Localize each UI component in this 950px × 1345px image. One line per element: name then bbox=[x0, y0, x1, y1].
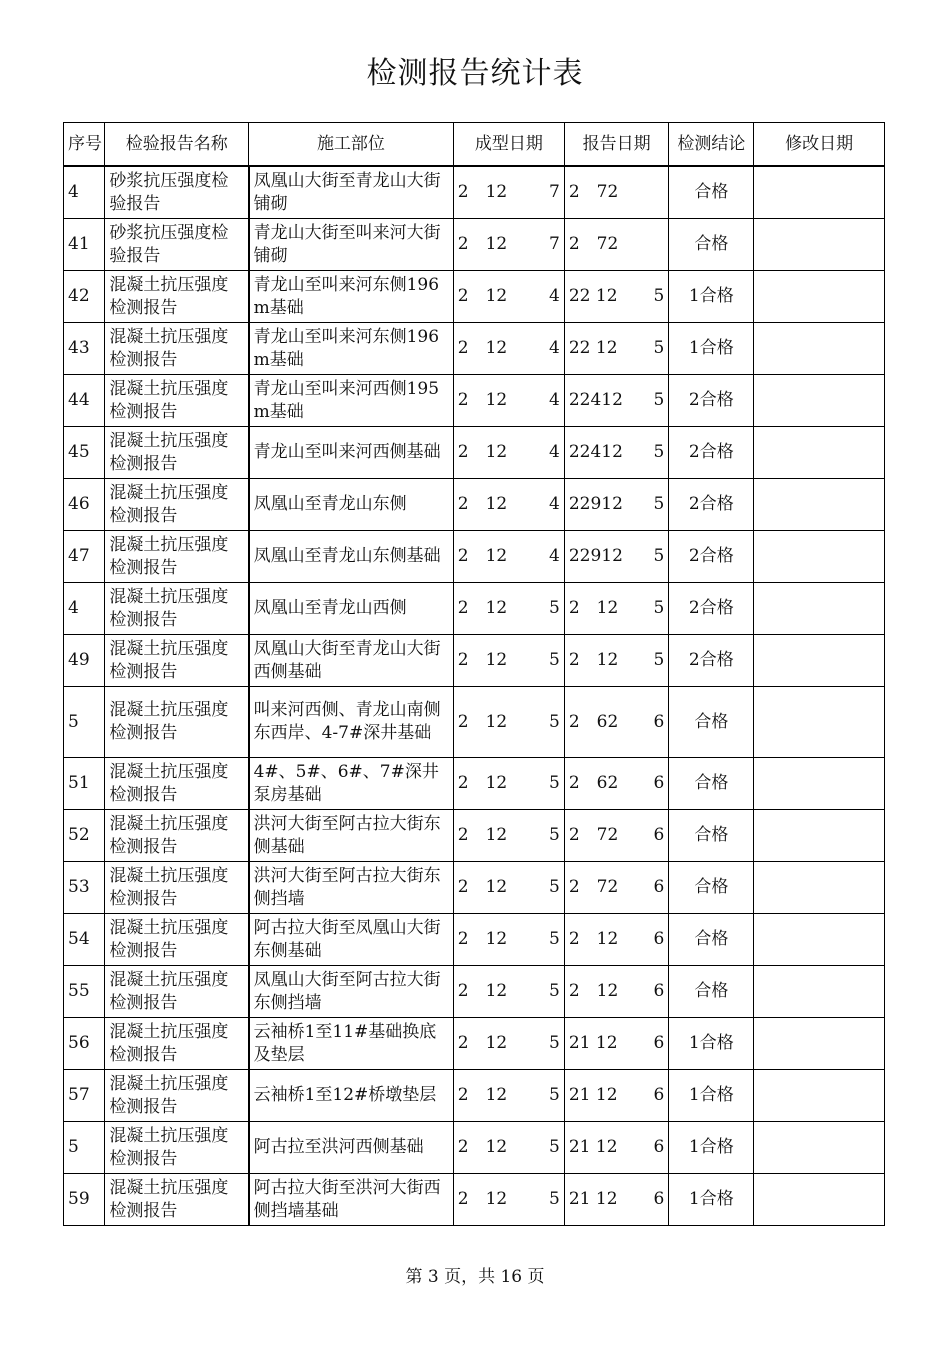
table-header-row bbox=[64, 123, 885, 167]
cell-no: 57 bbox=[64, 1070, 105, 1122]
table-row bbox=[64, 583, 885, 635]
report-date-right: 6 bbox=[653, 877, 665, 897]
cell-report-name: 混凝土抗压强度检测报告 bbox=[105, 966, 249, 1018]
cell-mold-date bbox=[453, 219, 564, 271]
cell-report-name: 混凝土抗压强度检测报告 bbox=[105, 1122, 249, 1174]
cell-construction-part: 青龙山至叫来河西侧195m基础 bbox=[249, 375, 454, 427]
table-body bbox=[64, 166, 885, 1226]
mold-date-left: 2 12 bbox=[457, 981, 508, 1001]
report-date-right: 6 bbox=[653, 825, 665, 845]
cell-mold-date bbox=[453, 635, 564, 687]
table-row bbox=[64, 166, 885, 219]
mold-date-left: 2 12 bbox=[457, 1189, 508, 1209]
cell-no: 4 bbox=[64, 166, 105, 219]
mold-date-right: 4 bbox=[549, 546, 560, 566]
cell-no: 53 bbox=[64, 862, 105, 914]
report-date-left: 21 12 bbox=[568, 1189, 618, 1209]
cell-no: 55 bbox=[64, 966, 105, 1018]
mold-date-left: 2 12 bbox=[457, 234, 508, 254]
table-row bbox=[64, 427, 885, 479]
cell-modify-date bbox=[754, 166, 885, 219]
cell-construction-part: 凤凰山大街至青龙山大街铺砌 bbox=[249, 166, 454, 219]
cell-mold-date bbox=[453, 1174, 564, 1226]
mold-date-right: 4 bbox=[549, 494, 560, 514]
cell-conclusion: 2合格 bbox=[669, 375, 754, 427]
cell-report-date bbox=[564, 219, 669, 271]
cell-no: 46 bbox=[64, 479, 105, 531]
cell-report-name: 混凝土抗压强度检测报告 bbox=[105, 1070, 249, 1122]
report-table bbox=[63, 122, 885, 1226]
mold-date-left: 2 12 bbox=[457, 825, 508, 845]
cell-modify-date bbox=[754, 1174, 885, 1226]
cell-conclusion: 合格 bbox=[669, 862, 754, 914]
cell-conclusion: 1合格 bbox=[669, 1070, 754, 1122]
cell-modify-date bbox=[754, 1018, 885, 1070]
cell-mold-date bbox=[453, 758, 564, 810]
cell-conclusion: 合格 bbox=[669, 758, 754, 810]
mold-date-left: 2 12 bbox=[457, 1085, 508, 1105]
header-construction-part: 施工部位 bbox=[249, 123, 454, 167]
cell-construction-part: 阿古拉至洪河西侧基础 bbox=[249, 1122, 454, 1174]
cell-conclusion: 2合格 bbox=[669, 479, 754, 531]
report-date-right: 6 bbox=[653, 711, 665, 732]
report-date-right: 5 bbox=[653, 494, 665, 514]
mold-date-right: 5 bbox=[549, 825, 560, 845]
cell-no: 59 bbox=[64, 1174, 105, 1226]
table-row bbox=[64, 1174, 885, 1226]
cell-mold-date bbox=[453, 583, 564, 635]
cell-modify-date bbox=[754, 375, 885, 427]
cell-no: 49 bbox=[64, 635, 105, 687]
cell-report-date bbox=[564, 1018, 669, 1070]
report-date-left: 2 12 bbox=[568, 981, 619, 1001]
cell-modify-date bbox=[754, 479, 885, 531]
report-date-left: 22412 bbox=[568, 442, 623, 462]
cell-mold-date bbox=[453, 862, 564, 914]
report-date-right: 6 bbox=[653, 1085, 665, 1105]
cell-no: 47 bbox=[64, 531, 105, 583]
mold-date-right: 5 bbox=[549, 929, 560, 949]
cell-modify-date bbox=[754, 635, 885, 687]
mold-date-right: 7 bbox=[549, 234, 560, 254]
mold-date-left: 2 12 bbox=[457, 929, 508, 949]
mold-date-right: 5 bbox=[549, 1189, 560, 1209]
report-date-left: 21 12 bbox=[568, 1033, 618, 1053]
cell-report-name: 混凝土抗压强度检测报告 bbox=[105, 375, 249, 427]
mold-date-left: 2 12 bbox=[457, 442, 508, 462]
report-date-right: 6 bbox=[653, 1189, 665, 1209]
report-date-left: 21 12 bbox=[568, 1137, 618, 1157]
cell-no: 52 bbox=[64, 810, 105, 862]
cell-modify-date bbox=[754, 271, 885, 323]
cell-report-name: 混凝土抗压强度检测报告 bbox=[105, 323, 249, 375]
table-row bbox=[64, 862, 885, 914]
cell-report-date bbox=[564, 531, 669, 583]
cell-mold-date bbox=[453, 166, 564, 219]
report-date-right: 5 bbox=[653, 338, 665, 358]
mold-date-left: 2 12 bbox=[457, 286, 508, 306]
report-date-left: 2 12 bbox=[568, 929, 619, 949]
cell-construction-part: 青龙山至叫来河东侧196m基础 bbox=[249, 323, 454, 375]
cell-construction-part: 青龙山至叫来河东侧196m基础 bbox=[249, 271, 454, 323]
report-date-left: 2 12 bbox=[568, 598, 619, 618]
report-date-right: 6 bbox=[653, 981, 665, 1001]
report-date-left: 22 12 bbox=[568, 286, 618, 306]
cell-mold-date bbox=[453, 1122, 564, 1174]
cell-modify-date bbox=[754, 427, 885, 479]
mold-date-right: 5 bbox=[549, 1033, 560, 1053]
mold-date-left: 2 12 bbox=[457, 877, 508, 897]
cell-mold-date bbox=[453, 427, 564, 479]
cell-conclusion: 2合格 bbox=[669, 635, 754, 687]
cell-report-date bbox=[564, 914, 669, 966]
cell-modify-date bbox=[754, 1122, 885, 1174]
report-date-left: 2 72 bbox=[568, 182, 619, 202]
mold-date-right: 5 bbox=[549, 650, 560, 670]
table-row bbox=[64, 1070, 885, 1122]
cell-modify-date bbox=[754, 219, 885, 271]
report-date-left: 22412 bbox=[568, 390, 623, 410]
report-date-left: 2 72 bbox=[568, 877, 619, 897]
table-row bbox=[64, 271, 885, 323]
cell-construction-part: 洪河大街至阿古拉大街东侧基础 bbox=[249, 810, 454, 862]
cell-report-date bbox=[564, 687, 669, 758]
report-date-left: 2 72 bbox=[568, 825, 619, 845]
cell-construction-part: 凤凰山至青龙山东侧 bbox=[249, 479, 454, 531]
mold-date-right: 5 bbox=[549, 1085, 560, 1105]
mold-date-right: 5 bbox=[549, 773, 560, 793]
table-row bbox=[64, 375, 885, 427]
cell-mold-date bbox=[453, 914, 564, 966]
cell-report-date bbox=[564, 271, 669, 323]
header-report-name: 检验报告名称 bbox=[105, 123, 249, 167]
cell-no: 45 bbox=[64, 427, 105, 479]
mold-date-right: 4 bbox=[549, 390, 560, 410]
cell-report-date bbox=[564, 862, 669, 914]
mold-date-right: 5 bbox=[549, 711, 560, 732]
report-date-left: 22912 bbox=[568, 494, 623, 514]
cell-report-date bbox=[564, 583, 669, 635]
report-date-right: 6 bbox=[653, 1033, 665, 1053]
cell-mold-date bbox=[453, 323, 564, 375]
report-date-right: 6 bbox=[653, 773, 665, 793]
cell-report-date bbox=[564, 758, 669, 810]
mold-date-right: 7 bbox=[549, 182, 560, 202]
cell-no: 42 bbox=[64, 271, 105, 323]
table-row bbox=[64, 531, 885, 583]
cell-report-name: 混凝土抗压强度检测报告 bbox=[105, 427, 249, 479]
cell-no: 44 bbox=[64, 375, 105, 427]
cell-report-date bbox=[564, 375, 669, 427]
header-report-date: 报告日期 bbox=[564, 123, 669, 167]
mold-date-left: 2 12 bbox=[457, 546, 508, 566]
cell-construction-part: 洪河大街至阿古拉大街东侧挡墙 bbox=[249, 862, 454, 914]
table-row bbox=[64, 323, 885, 375]
cell-conclusion: 1合格 bbox=[669, 1018, 754, 1070]
page-footer: 第 3 页，共 16 页 bbox=[405, 1267, 545, 1287]
cell-construction-part: 4#、5#、6#、7#深井泵房基础 bbox=[249, 758, 454, 810]
cell-conclusion: 合格 bbox=[669, 810, 754, 862]
cell-report-date bbox=[564, 479, 669, 531]
cell-report-name: 混凝土抗压强度检测报告 bbox=[105, 758, 249, 810]
cell-mold-date bbox=[453, 810, 564, 862]
page-title: 检测报告统计表 bbox=[366, 56, 584, 91]
cell-report-date bbox=[564, 810, 669, 862]
cell-construction-part: 凤凰山至青龙山东侧基础 bbox=[249, 531, 454, 583]
cell-construction-part: 凤凰山大街至青龙山大街西侧基础 bbox=[249, 635, 454, 687]
cell-no: 5 bbox=[64, 1122, 105, 1174]
cell-mold-date bbox=[453, 271, 564, 323]
cell-report-name: 混凝土抗压强度检测报告 bbox=[105, 531, 249, 583]
cell-mold-date bbox=[453, 375, 564, 427]
report-date-left: 2 62 bbox=[568, 773, 619, 793]
mold-date-left: 2 12 bbox=[457, 182, 508, 202]
cell-modify-date bbox=[754, 323, 885, 375]
cell-construction-part: 阿古拉大街至洪河大街西侧挡墙基础 bbox=[249, 1174, 454, 1226]
cell-construction-part: 青龙山至叫来河西侧基础 bbox=[249, 427, 454, 479]
cell-conclusion: 合格 bbox=[669, 966, 754, 1018]
cell-report-name: 混凝土抗压强度检测报告 bbox=[105, 583, 249, 635]
table-row bbox=[64, 635, 885, 687]
cell-no: 56 bbox=[64, 1018, 105, 1070]
cell-report-date bbox=[564, 1122, 669, 1174]
table-row bbox=[64, 479, 885, 531]
cell-modify-date bbox=[754, 687, 885, 758]
mold-date-left: 2 12 bbox=[457, 773, 508, 793]
mold-date-left: 2 12 bbox=[457, 1137, 508, 1157]
cell-conclusion: 合格 bbox=[669, 687, 754, 758]
mold-date-left: 2 12 bbox=[457, 338, 508, 358]
header-modify-date: 修改日期 bbox=[754, 123, 885, 167]
cell-report-name: 混凝土抗压强度检测报告 bbox=[105, 479, 249, 531]
cell-construction-part: 凤凰山至青龙山西侧 bbox=[249, 583, 454, 635]
table-row bbox=[64, 687, 885, 758]
header-no: 序号 bbox=[64, 123, 105, 167]
cell-no: 5 bbox=[64, 687, 105, 758]
report-date-right: 5 bbox=[653, 442, 665, 462]
report-date-left: 2 12 bbox=[568, 650, 619, 670]
cell-no: 4 bbox=[64, 583, 105, 635]
mold-date-left: 2 12 bbox=[457, 494, 508, 514]
cell-conclusion: 合格 bbox=[669, 914, 754, 966]
cell-conclusion: 2合格 bbox=[669, 531, 754, 583]
header-conclusion: 检测结论 bbox=[669, 123, 754, 167]
cell-conclusion: 2合格 bbox=[669, 427, 754, 479]
cell-report-date bbox=[564, 1070, 669, 1122]
cell-report-name: 混凝土抗压强度检测报告 bbox=[105, 914, 249, 966]
report-date-left: 22 12 bbox=[568, 338, 618, 358]
mold-date-right: 4 bbox=[549, 286, 560, 306]
table-row bbox=[64, 219, 885, 271]
report-date-right: 5 bbox=[653, 598, 665, 618]
cell-conclusion: 合格 bbox=[669, 166, 754, 219]
cell-no: 51 bbox=[64, 758, 105, 810]
mold-date-right: 5 bbox=[549, 877, 560, 897]
cell-report-name: 砂浆抗压强度检验报告 bbox=[105, 219, 249, 271]
report-date-right: 6 bbox=[653, 929, 665, 949]
table-row bbox=[64, 1018, 885, 1070]
cell-conclusion: 2合格 bbox=[669, 583, 754, 635]
cell-modify-date bbox=[754, 1070, 885, 1122]
mold-date-right: 4 bbox=[549, 338, 560, 358]
report-date-right: 5 bbox=[653, 546, 665, 566]
mold-date-left: 2 12 bbox=[457, 390, 508, 410]
cell-conclusion: 1合格 bbox=[669, 323, 754, 375]
report-date-left: 2 62 bbox=[568, 711, 619, 732]
report-date-left: 21 12 bbox=[568, 1085, 618, 1105]
cell-modify-date bbox=[754, 914, 885, 966]
cell-report-date bbox=[564, 323, 669, 375]
mold-date-left: 2 12 bbox=[457, 1033, 508, 1053]
cell-no: 41 bbox=[64, 219, 105, 271]
mold-date-right: 5 bbox=[549, 598, 560, 618]
cell-modify-date bbox=[754, 810, 885, 862]
report-date-right: 5 bbox=[653, 650, 665, 670]
cell-mold-date bbox=[453, 1018, 564, 1070]
report-date-left: 2 72 bbox=[568, 234, 619, 254]
cell-construction-part: 阿古拉大街至凤凰山大街东侧基础 bbox=[249, 914, 454, 966]
mold-date-left: 2 12 bbox=[457, 711, 508, 732]
cell-report-name: 混凝土抗压强度检测报告 bbox=[105, 687, 249, 758]
cell-report-name: 混凝土抗压强度检测报告 bbox=[105, 862, 249, 914]
cell-report-date bbox=[564, 635, 669, 687]
cell-report-name: 混凝土抗压强度检测报告 bbox=[105, 1174, 249, 1226]
cell-mold-date bbox=[453, 687, 564, 758]
table-row bbox=[64, 758, 885, 810]
mold-date-right: 4 bbox=[549, 442, 560, 462]
mold-date-left: 2 12 bbox=[457, 650, 508, 670]
table-row bbox=[64, 810, 885, 862]
table-row bbox=[64, 966, 885, 1018]
cell-conclusion: 1合格 bbox=[669, 1122, 754, 1174]
header-mold-date: 成型日期 bbox=[453, 123, 564, 167]
cell-report-date bbox=[564, 427, 669, 479]
cell-mold-date bbox=[453, 1070, 564, 1122]
cell-report-name: 砂浆抗压强度检验报告 bbox=[105, 166, 249, 219]
report-date-right: 5 bbox=[653, 286, 665, 306]
cell-construction-part: 云袖桥1至12#桥墩垫层 bbox=[249, 1070, 454, 1122]
report-date-right: 6 bbox=[653, 1137, 665, 1157]
cell-report-name: 混凝土抗压强度检测报告 bbox=[105, 1018, 249, 1070]
cell-modify-date bbox=[754, 583, 885, 635]
cell-report-date bbox=[564, 1174, 669, 1226]
cell-construction-part: 云袖桥1至11#基础换底及垫层 bbox=[249, 1018, 454, 1070]
cell-report-date bbox=[564, 966, 669, 1018]
cell-no: 43 bbox=[64, 323, 105, 375]
table-row bbox=[64, 914, 885, 966]
cell-construction-part: 青龙山大街至叫来河大街铺砌 bbox=[249, 219, 454, 271]
cell-conclusion: 1合格 bbox=[669, 1174, 754, 1226]
cell-no: 54 bbox=[64, 914, 105, 966]
cell-report-date bbox=[564, 166, 669, 219]
cell-mold-date bbox=[453, 479, 564, 531]
cell-construction-part: 凤凰山大街至阿古拉大街东侧挡墙 bbox=[249, 966, 454, 1018]
cell-mold-date bbox=[453, 531, 564, 583]
cell-modify-date bbox=[754, 758, 885, 810]
report-date-left: 22912 bbox=[568, 546, 623, 566]
cell-modify-date bbox=[754, 966, 885, 1018]
mold-date-left: 2 12 bbox=[457, 598, 508, 618]
cell-conclusion: 合格 bbox=[669, 219, 754, 271]
mold-date-right: 5 bbox=[549, 1137, 560, 1157]
cell-report-name: 混凝土抗压强度检测报告 bbox=[105, 810, 249, 862]
report-date-right: 5 bbox=[653, 390, 665, 410]
cell-conclusion: 1合格 bbox=[669, 271, 754, 323]
cell-report-name: 混凝土抗压强度检测报告 bbox=[105, 635, 249, 687]
cell-report-name: 混凝土抗压强度检测报告 bbox=[105, 271, 249, 323]
table-row bbox=[64, 1122, 885, 1174]
mold-date-right: 5 bbox=[549, 981, 560, 1001]
cell-construction-part: 叫来河西侧、青龙山南侧东西岸、4-7#深井基础 bbox=[249, 687, 454, 758]
cell-modify-date bbox=[754, 531, 885, 583]
cell-mold-date bbox=[453, 966, 564, 1018]
cell-modify-date bbox=[754, 862, 885, 914]
